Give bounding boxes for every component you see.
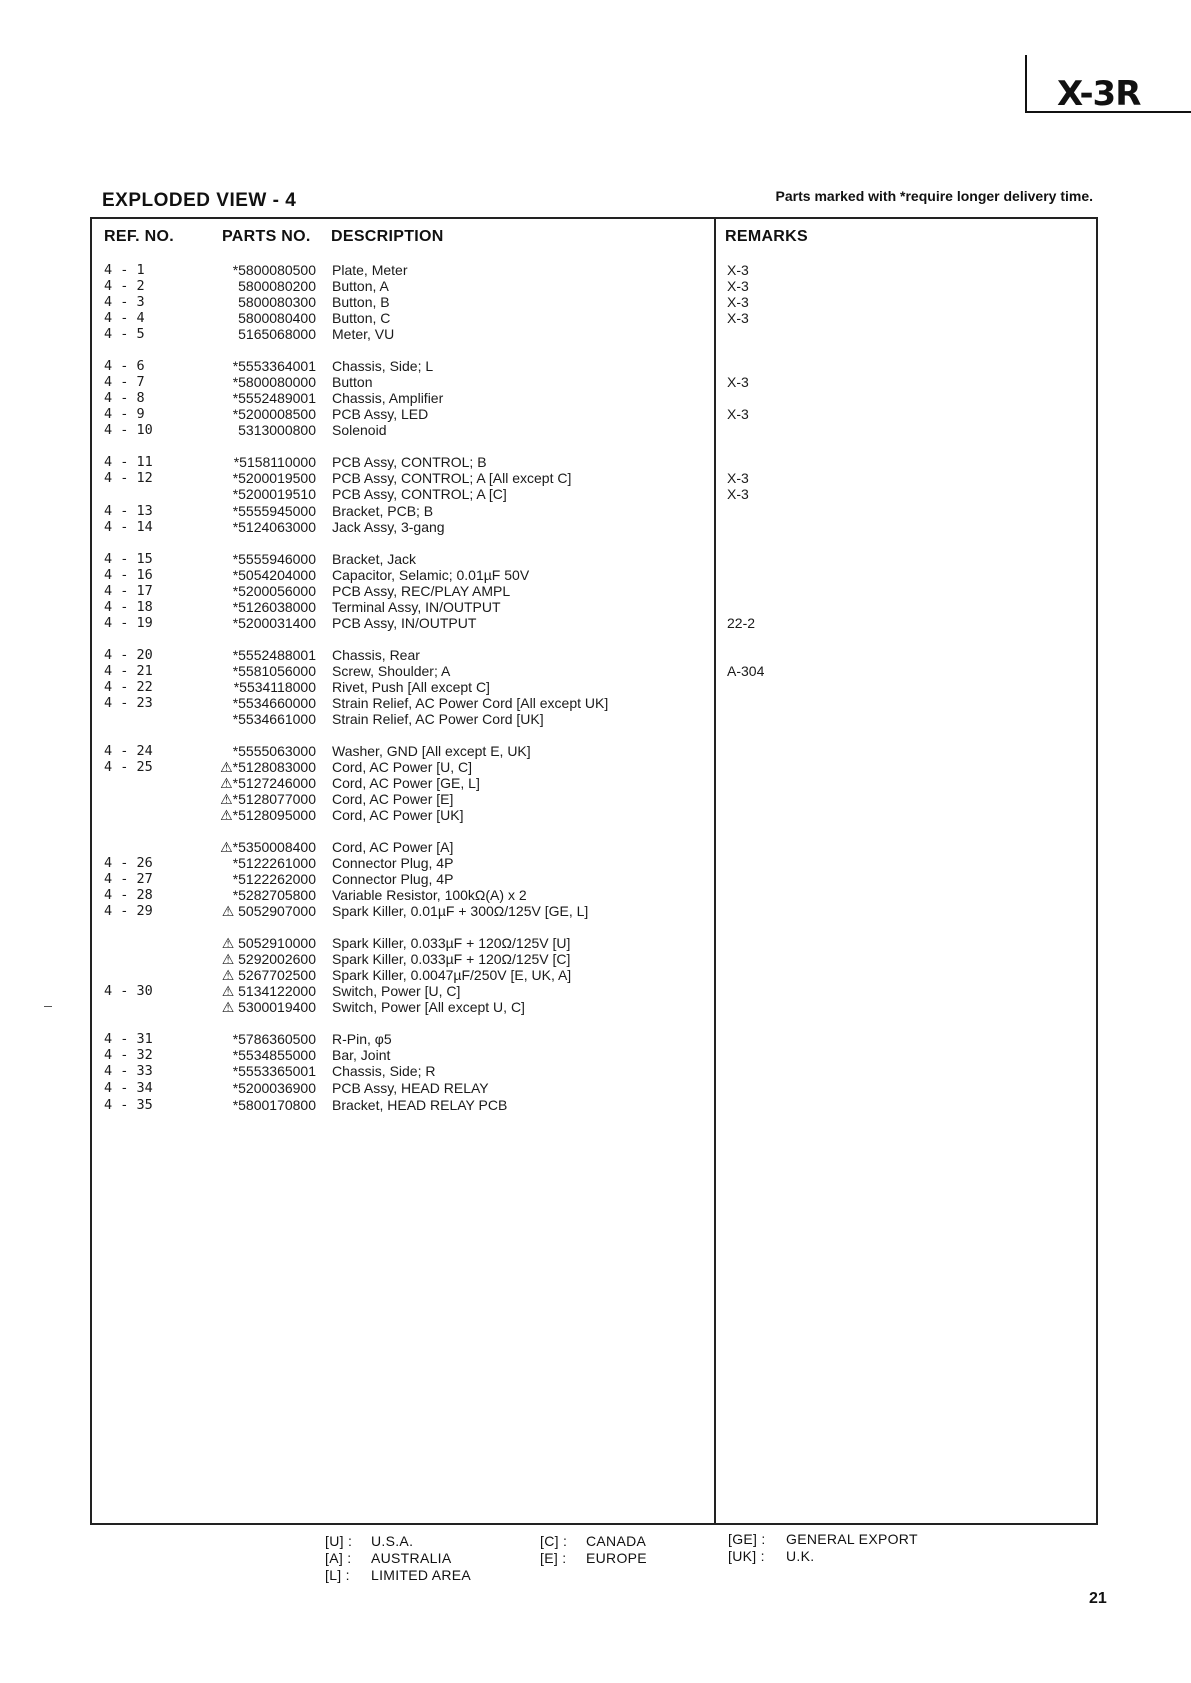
table-row <box>0 983 1191 999</box>
margin-mark <box>44 1006 52 1007</box>
description-cell: Spark Killer, 0.0047µF/250V [E, UK, A] <box>332 967 572 983</box>
part-no-cell: *5555946000 <box>232 551 316 567</box>
table-row <box>0 294 1191 310</box>
description-cell: Spark Killer, 0.033µF + 120Ω/125V [C] <box>332 951 571 967</box>
part-no-cell: ⚠*5128077000 <box>220 791 316 807</box>
table-row <box>0 470 1191 486</box>
remarks-cell: 22-2 <box>727 615 756 631</box>
legend-item: [GE] : GENERAL EXPORT <box>728 1531 918 1547</box>
remarks-cell: X-3 <box>727 406 749 422</box>
part-no-cell: *5552489001 <box>232 390 316 406</box>
ref-no-cell: 4 - 21 <box>104 663 153 679</box>
description-cell: Terminal Assy, IN/OUTPUT <box>332 599 501 615</box>
part-no-cell: *5126038000 <box>232 599 316 615</box>
description-cell: Meter, VU <box>332 326 395 342</box>
table-row <box>0 1080 1191 1096</box>
ref-no-cell: 4 - 15 <box>104 551 153 567</box>
legend-item: [C] : CANADA <box>540 1533 647 1549</box>
description-cell: Chassis, Side; R <box>332 1063 436 1079</box>
table-row <box>0 807 1191 823</box>
delivery-note: Parts marked with *require longer delivery time. <box>775 188 1093 204</box>
part-no-cell: ⚠ 5134122000 <box>221 983 316 999</box>
ref-no-cell: 4 - 31 <box>104 1031 153 1047</box>
part-no-cell: ⚠ 5052907000 <box>221 903 316 919</box>
table-row <box>0 951 1191 967</box>
description-cell: Bracket, Jack <box>332 551 417 567</box>
ref-no-cell: 4 - 8 <box>104 390 145 406</box>
legend-item: [U] : U.S.A. <box>325 1533 414 1549</box>
table-row <box>0 486 1191 502</box>
description-cell: R-Pin, φ5 <box>332 1031 392 1047</box>
ref-no-cell: 4 - 6 <box>104 358 145 374</box>
ref-no-cell: 4 - 1 <box>104 262 145 278</box>
description-cell: Screw, Shoulder; A <box>332 663 451 679</box>
ref-no-cell: 4 - 19 <box>104 615 153 631</box>
ref-no-cell: 4 - 27 <box>104 871 153 887</box>
table-row <box>0 551 1191 567</box>
description-cell: Strain Relief, AC Power Cord [UK] <box>332 711 544 727</box>
part-no-cell: *5786360500 <box>232 1031 316 1047</box>
part-no-cell: *5800170800 <box>232 1097 316 1113</box>
description-cell: PCB Assy, CONTROL; A [C] <box>332 486 507 502</box>
part-no-cell: *5555063000 <box>232 743 316 759</box>
ref-no-cell: 4 - 2 <box>104 278 145 294</box>
description-cell: Washer, GND [All except E, UK] <box>332 743 531 759</box>
description-cell: Switch, Power [U, C] <box>332 983 461 999</box>
legend-item: [E] : EUROPE <box>540 1550 647 1566</box>
table-row <box>0 503 1191 519</box>
model-name: X-3R <box>1057 74 1141 114</box>
legend-item: [A] : AUSTRALIA <box>325 1550 452 1566</box>
table-row <box>0 567 1191 583</box>
table-row <box>0 839 1191 855</box>
ref-no-cell: 4 - 17 <box>104 583 153 599</box>
table-row <box>0 855 1191 871</box>
legend-group-1 <box>325 1533 471 1584</box>
table-row <box>0 679 1191 695</box>
table-row <box>0 743 1191 759</box>
remarks-cell: A-304 <box>727 663 765 679</box>
part-no-cell: *5800080500 <box>232 262 316 278</box>
part-no-cell: ⚠ 5292002600 <box>221 951 316 967</box>
ref-no-header: REF. NO. <box>104 228 174 245</box>
legend-item: [UK] : U.K. <box>728 1548 815 1564</box>
table-row <box>0 374 1191 390</box>
table-row <box>0 791 1191 807</box>
ref-no-cell: 4 - 33 <box>104 1063 153 1079</box>
remarks-cell: X-3 <box>727 486 749 502</box>
description-cell: Button, A <box>332 278 389 294</box>
description-cell: Capacitor, Selamic; 0.01µF 50V <box>332 567 530 583</box>
ref-no-cell: 4 - 22 <box>104 679 153 695</box>
table-row <box>0 759 1191 775</box>
part-no-cell: *5200008500 <box>232 406 316 422</box>
ref-no-cell: 4 - 18 <box>104 599 153 615</box>
table-row <box>0 326 1191 342</box>
legend-group-3 <box>728 1531 918 1565</box>
table-row <box>0 519 1191 535</box>
ref-no-cell: 4 - 35 <box>104 1097 153 1113</box>
part-no-cell: 5800080300 <box>238 294 316 310</box>
description-cell: Cord, AC Power [UK] <box>332 807 464 823</box>
part-no-cell: *5282705800 <box>232 887 316 903</box>
description-cell: PCB Assy, CONTROL; B <box>332 454 487 470</box>
table-row <box>0 647 1191 663</box>
legend-group-2 <box>540 1533 647 1567</box>
ref-no-cell: 4 - 7 <box>104 374 145 390</box>
part-no-cell: *5122262000 <box>232 871 316 887</box>
ref-no-cell: 4 - 23 <box>104 695 153 711</box>
part-no-cell: *5124063000 <box>232 519 316 535</box>
table-row <box>0 887 1191 903</box>
description-cell: Chassis, Side; L <box>332 358 434 374</box>
part-no-cell: *5200019510 <box>232 486 316 502</box>
table-row <box>0 711 1191 727</box>
part-no-cell: *5200056000 <box>232 583 316 599</box>
ref-no-cell: 4 - 25 <box>104 759 153 775</box>
remarks-cell: X-3 <box>727 470 749 486</box>
description-cell: Cord, AC Power [A] <box>332 839 454 855</box>
description-cell: Chassis, Rear <box>332 647 420 663</box>
ref-no-cell: 4 - 16 <box>104 567 153 583</box>
ref-no-cell: 4 - 4 <box>104 310 145 326</box>
part-no-cell: ⚠ 5267702500 <box>221 967 316 983</box>
description-cell: Button, B <box>332 294 390 310</box>
part-no-cell: *5200036900 <box>232 1080 316 1096</box>
part-no-cell: 5800080400 <box>238 310 316 326</box>
table-row <box>0 695 1191 711</box>
part-no-cell: 5313000800 <box>238 422 316 438</box>
model-frame-vertical-rule <box>1025 55 1027 113</box>
part-no-cell: ⚠*5127246000 <box>220 775 316 791</box>
description-cell: Strain Relief, AC Power Cord [All except UK] <box>332 695 609 711</box>
description-cell: Variable Resistor, 100kΩ(A) x 2 <box>332 887 527 903</box>
table-row <box>0 903 1191 919</box>
ref-no-cell: 4 - 11 <box>104 454 153 470</box>
part-no-cell: *5800080000 <box>232 374 316 390</box>
ref-no-cell: 4 - 5 <box>104 326 145 342</box>
table-row <box>0 310 1191 326</box>
description-cell: Switch, Power [All except U, C] <box>332 999 525 1015</box>
table-row <box>0 967 1191 983</box>
table-row <box>0 999 1191 1015</box>
part-no-cell: *5200019500 <box>232 470 316 486</box>
part-no-cell: 5165068000 <box>238 326 316 342</box>
ref-no-cell: 4 - 29 <box>104 903 153 919</box>
description-cell: Bracket, HEAD RELAY PCB <box>332 1097 508 1113</box>
table-row <box>0 1047 1191 1063</box>
legend-item: [L] : LIMITED AREA <box>325 1567 472 1583</box>
table-row <box>0 278 1191 294</box>
description-cell: PCB Assy, CONTROL; A [All except C] <box>332 470 572 486</box>
description-cell: Connector Plug, 4P <box>332 871 454 887</box>
remarks-cell: X-3 <box>727 310 749 326</box>
ref-no-cell: 4 - 32 <box>104 1047 153 1063</box>
part-no-cell: *5553364001 <box>232 358 316 374</box>
table-row <box>0 871 1191 887</box>
description-cell: Cord, AC Power [E] <box>332 791 454 807</box>
description-cell: Bar, Joint <box>332 1047 391 1063</box>
part-no-cell: ⚠*5350008400 <box>220 839 316 855</box>
description-cell: Cord, AC Power [U, C] <box>332 759 473 775</box>
part-no-cell: *5158110000 <box>233 454 316 470</box>
section-title: EXPLODED VIEW - 4 <box>102 190 297 211</box>
table-row <box>0 599 1191 615</box>
description-cell: Connector Plug, 4P <box>332 855 454 871</box>
table-row <box>0 390 1191 406</box>
description-cell: Bracket, PCB; B <box>332 503 434 519</box>
ref-no-cell: 4 - 14 <box>104 519 153 535</box>
part-no-cell: *5534118000 <box>233 679 316 695</box>
description-cell: Spark Killer, 0.033µF + 120Ω/125V [U] <box>332 935 571 951</box>
page-number: 21 <box>1089 1590 1107 1607</box>
table-row <box>0 422 1191 438</box>
ref-no-cell: 4 - 12 <box>104 470 153 486</box>
table-row <box>0 262 1191 278</box>
part-no-cell: *5552488001 <box>232 647 316 663</box>
description-cell: Spark Killer, 0.01µF + 300Ω/125V [GE, L] <box>332 903 589 919</box>
ref-no-cell: 4 - 24 <box>104 743 153 759</box>
description-header: DESCRIPTION <box>331 228 444 245</box>
part-no-cell: *5122261000 <box>232 855 316 871</box>
part-no-cell: *5534660000 <box>232 695 316 711</box>
description-cell: PCB Assy, IN/OUTPUT <box>332 615 477 631</box>
remarks-header: REMARKS <box>725 228 808 245</box>
part-no-cell: ⚠*5128083000 <box>220 759 316 775</box>
part-no-cell: *5553365001 <box>232 1063 316 1079</box>
ref-no-cell: 4 - 20 <box>104 647 153 663</box>
ref-no-cell: 4 - 28 <box>104 887 153 903</box>
remarks-cell: X-3 <box>727 294 749 310</box>
remarks-cell: X-3 <box>727 262 749 278</box>
description-cell: Chassis, Amplifier <box>332 390 444 406</box>
part-no-cell: ⚠*5128095000 <box>220 807 316 823</box>
part-no-cell: *5555945000 <box>232 503 316 519</box>
ref-no-cell: 4 - 34 <box>104 1080 153 1096</box>
ref-no-cell: 4 - 3 <box>104 294 145 310</box>
part-no-cell: *5054204000 <box>232 567 316 583</box>
table-row <box>0 358 1191 374</box>
description-cell: Jack Assy, 3-gang <box>332 519 445 535</box>
description-cell: Button <box>332 374 373 390</box>
table-row <box>0 615 1191 631</box>
table-row <box>0 1063 1191 1079</box>
description-cell: Plate, Meter <box>332 262 408 278</box>
table-row <box>0 1031 1191 1047</box>
part-no-cell: *5581056000 <box>232 663 316 679</box>
part-no-cell: *5200031400 <box>232 615 316 631</box>
part-no-cell: *5534855000 <box>232 1047 316 1063</box>
description-cell: PCB Assy, REC/PLAY AMPL <box>332 583 511 599</box>
remarks-cell: X-3 <box>727 278 749 294</box>
table-row <box>0 583 1191 599</box>
description-cell: Cord, AC Power [GE, L] <box>332 775 480 791</box>
ref-no-cell: 4 - 9 <box>104 406 145 422</box>
table-row <box>0 775 1191 791</box>
remarks-cell: X-3 <box>727 374 749 390</box>
ref-no-cell: 4 - 26 <box>104 855 153 871</box>
table-row <box>0 935 1191 951</box>
description-cell: PCB Assy, LED <box>332 406 429 422</box>
description-cell: Rivet, Push [All except C] <box>332 679 490 695</box>
table-row <box>0 1097 1191 1113</box>
description-cell: Solenoid <box>332 422 387 438</box>
ref-no-cell: 4 - 13 <box>104 503 153 519</box>
part-no-cell: *5534661000 <box>232 711 316 727</box>
part-no-cell: 5800080200 <box>238 278 316 294</box>
parts-no-header: PARTS NO. <box>222 228 311 245</box>
description-cell: PCB Assy, HEAD RELAY <box>332 1080 489 1096</box>
table-row <box>0 406 1191 422</box>
ref-no-cell: 4 - 30 <box>104 983 153 999</box>
part-no-cell: ⚠ 5052910000 <box>221 935 316 951</box>
part-no-cell: ⚠ 5300019400 <box>221 999 316 1015</box>
table-row <box>0 663 1191 679</box>
description-cell: Button, C <box>332 310 391 326</box>
ref-no-cell: 4 - 10 <box>104 422 153 438</box>
table-row <box>0 454 1191 470</box>
